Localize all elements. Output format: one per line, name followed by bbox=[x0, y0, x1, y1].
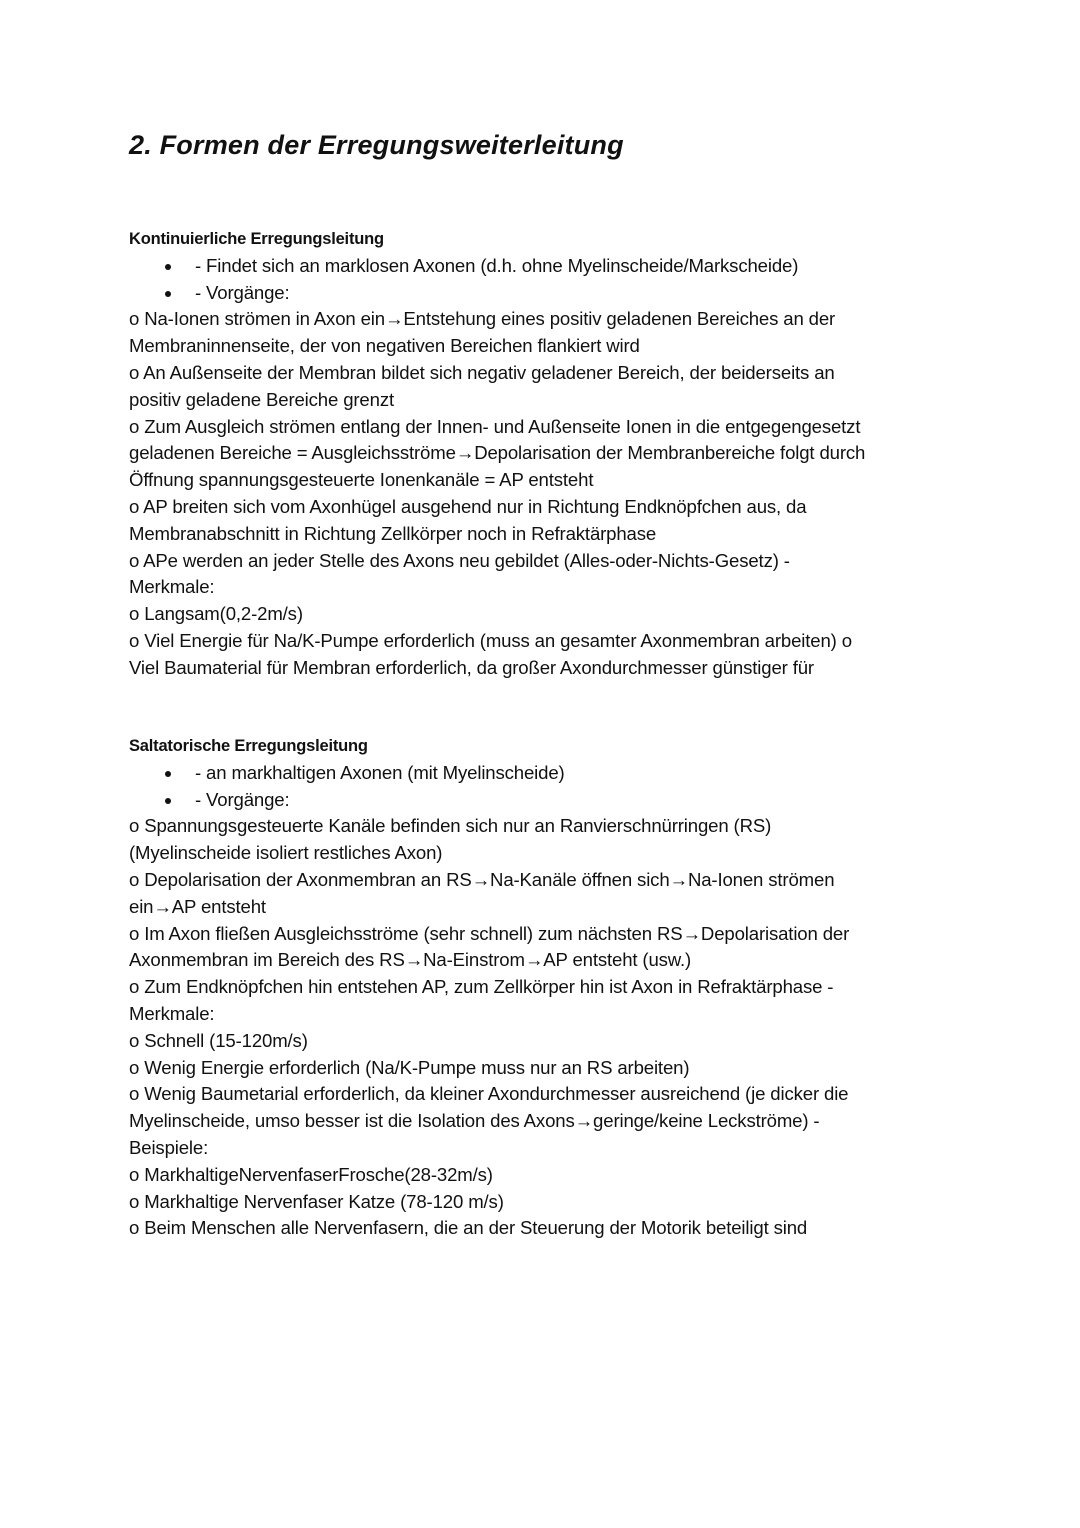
text-line bbox=[129, 360, 1029, 387]
bullet-item-text: - Vorgänge: bbox=[195, 281, 290, 303]
page-title: 2. Formen der Erregungsweiterleitung bbox=[129, 130, 624, 160]
text-line bbox=[129, 1055, 1029, 1082]
text-line bbox=[129, 947, 1029, 974]
text-line bbox=[129, 333, 1029, 360]
text-line-text: o AP breiten sich vom Axonhügel ausgehend nur in Richtung Endknöpfchen aus, da bbox=[129, 495, 807, 517]
bullet-item-text: - an markhaltigen Axonen (mit Myelinscheide) bbox=[195, 761, 565, 783]
section-heading-text: Kontinuierliche Erregungsleitung bbox=[129, 230, 384, 248]
text-line bbox=[129, 628, 1029, 655]
text-line-text: o Spannungsgesteuerte Kanäle befinden sich nur an Ranvierschnürringen (RS) bbox=[129, 815, 772, 837]
text-line-text: o An Außenseite der Membran bildet sich negativ geladener Bereich, der beiderseits an bbox=[129, 361, 835, 383]
text-line bbox=[129, 440, 1029, 467]
text-line bbox=[129, 894, 1029, 921]
bullet-item-text: - Vorgänge: bbox=[195, 788, 290, 810]
text-line bbox=[129, 867, 1029, 894]
text-line-text: o Schnell (15-120m/s) bbox=[129, 1029, 308, 1051]
text-line-text: o Wenig Baumetarial erforderlich, da kleiner Axondurchmesser ausreichend (je dicker die bbox=[129, 1083, 849, 1105]
bullet-icon bbox=[165, 787, 195, 814]
text-line-text: Membranabschnitt in Richtung Zellkörper noch in Refraktärphase bbox=[129, 522, 657, 544]
text-line-text: geladenen Bereiche = Ausgleichsströme→Depolarisation der Membranbereiche folgt durch bbox=[129, 442, 866, 464]
text-line bbox=[129, 387, 1029, 414]
text-line-text: o Viel Energie für Na/K-Pumpe erforderlich (muss an gesamter Axonmembran arbeiten) o bbox=[129, 629, 852, 651]
bullet-item bbox=[129, 280, 1029, 307]
text-line bbox=[129, 1215, 1029, 1242]
text-line bbox=[129, 840, 1029, 867]
text-line-text: Beispiele: bbox=[129, 1136, 209, 1158]
text-line-text: o MarkhaltigeNervenfaserFrosche(28-32m/s) bbox=[129, 1163, 493, 1185]
text-line bbox=[129, 467, 1029, 494]
section-heading bbox=[129, 226, 1029, 253]
text-line-text: Myelinscheide, umso besser ist die Isolation des Axons→geringe/keine Leckströme) - bbox=[129, 1110, 820, 1132]
text-line-text: Merkmale: bbox=[129, 1002, 215, 1024]
text-line-text: positiv geladene Bereiche grenzt bbox=[129, 388, 394, 410]
text-line bbox=[129, 1108, 1029, 1135]
text-line bbox=[129, 306, 1029, 333]
text-line-text: o Beim Menschen alle Nervenfasern, die an der Steuerung der Motorik beteiligt sind bbox=[129, 1217, 808, 1239]
text-line-text: o Im Axon fließen Ausgleichsströme (sehr schnell) zum nächsten RS→Depolarisation der bbox=[129, 922, 850, 944]
bullet-item-text: - Findet sich an marklosen Axonen (d.h. ohne Myelinscheide/Markscheide) bbox=[195, 254, 799, 276]
bullet-item bbox=[129, 253, 1029, 280]
bullet-item bbox=[129, 787, 1029, 814]
text-line-text: Merkmale: bbox=[129, 576, 215, 598]
bullet-icon bbox=[165, 760, 195, 787]
text-line-text: o Wenig Energie erforderlich (Na/K-Pumpe muss nur an RS arbeiten) bbox=[129, 1056, 690, 1078]
text-line-text: o Zum Endknöpfchen hin entstehen AP, zum Zellkörper hin ist Axon in Refraktärphase - bbox=[129, 976, 834, 998]
text-line-text: o Depolarisation der Axonmembran an RS→Na-Kanäle öffnen sich→Na-Ionen strömen bbox=[129, 868, 835, 890]
text-line-text: o Markhaltige Nervenfaser Katze (78-120 m/s) bbox=[129, 1190, 504, 1212]
text-line bbox=[129, 574, 1029, 601]
text-line bbox=[129, 1081, 1029, 1108]
text-line bbox=[129, 974, 1029, 1001]
text-line-text: Viel Baumaterial für Membran erforderlich, da großer Axondurchmesser günstiger für bbox=[129, 656, 814, 678]
text-line bbox=[129, 1189, 1029, 1216]
text-line-text: ein→AP entsteht bbox=[129, 895, 266, 917]
text-line bbox=[129, 921, 1029, 948]
text-line bbox=[129, 813, 1029, 840]
section-heading-text: Saltatorische Erregungsleitung bbox=[129, 737, 368, 755]
text-line-text: (Myelinscheide isoliert restliches Axon) bbox=[129, 842, 443, 864]
text-line-text: o Langsam(0,2-2m/s) bbox=[129, 603, 303, 625]
text-line-text: Axonmembran im Bereich des RS→Na-Einstrom→AP entsteht (usw.) bbox=[129, 949, 692, 971]
bullet-item bbox=[129, 760, 1029, 787]
text-line bbox=[129, 548, 1029, 575]
text-line-text: Öffnung spannungsgesteuerte Ionenkanäle = AP entsteht bbox=[129, 469, 594, 491]
text-line-text: o APe werden an jeder Stelle des Axons neu gebildet (Alles-oder-Nichts-Gesetz) - bbox=[129, 549, 790, 571]
text-line-text: Membraninnenseite, der von negativen Bereichen flankiert wird bbox=[129, 335, 640, 357]
text-line bbox=[129, 601, 1029, 628]
text-line bbox=[129, 655, 1029, 682]
text-line bbox=[129, 414, 1029, 441]
bullet-icon bbox=[165, 280, 195, 307]
section-heading bbox=[129, 733, 1029, 760]
text-line-text: o Na-Ionen strömen in Axon ein→Entstehung eines positiv geladenen Bereiches an der bbox=[129, 308, 836, 330]
section-saltatorisch bbox=[129, 733, 1029, 1242]
text-line bbox=[129, 1135, 1029, 1162]
text-line bbox=[129, 494, 1029, 521]
text-line-text: o Zum Ausgleich strömen entlang der Innen- und Außenseite Ionen in die entgegengesetzt bbox=[129, 415, 861, 437]
text-line bbox=[129, 1001, 1029, 1028]
bullet-icon bbox=[165, 253, 195, 280]
text-line bbox=[129, 521, 1029, 548]
section-kontinuierlich bbox=[129, 226, 1029, 682]
text-line bbox=[129, 1162, 1029, 1189]
text-line bbox=[129, 1028, 1029, 1055]
